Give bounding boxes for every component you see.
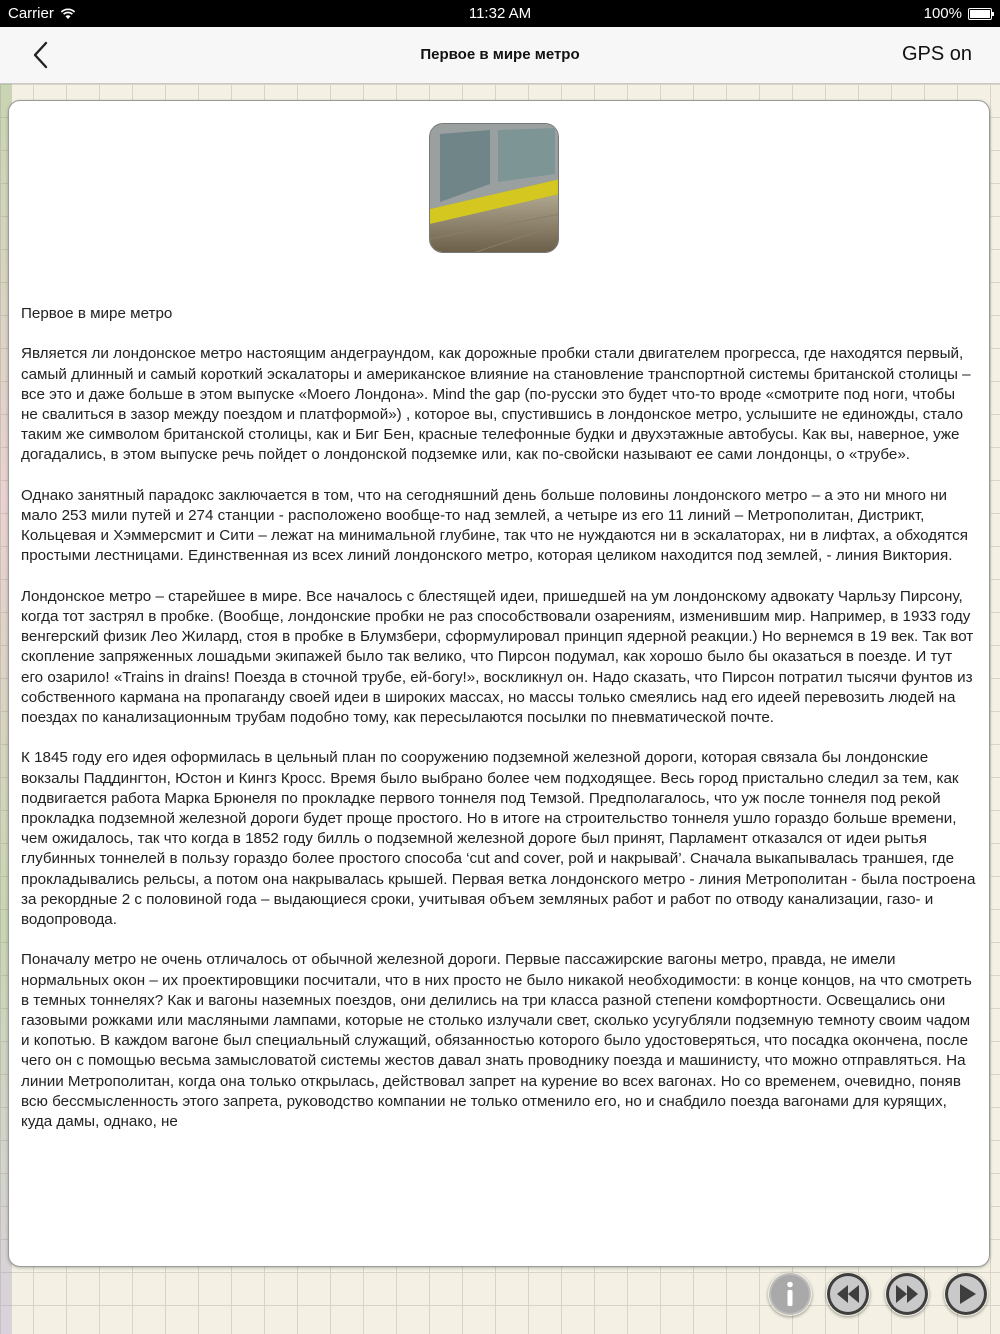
fast-forward-icon <box>885 1272 929 1316</box>
navigation-bar <box>0 27 1000 84</box>
battery-group <box>924 5 992 22</box>
article-paragraph: Является ли лондонское метро настоящим андеграундом, как дорожные пробки стали двигателем прогресса, где находятся первый, самый длинный и самый короткий эскалаторы и американское влияние на становление транспортной системы британской столицы – все это и даже больше в этом выпуске «Моего Лондона». Mind the gap (по-русски это будет что-то вроде «смотрите под ноги, чтобы не свалиться в зазор между поездом и платформой») , которое вы, спустившись в лондонское метро, услышите не единожды, стало таким же символом британской столицы, как и Биг Бен, красные телефонные будки и двухэтажные автобусы. Как вы, наверное, уже догадались, в этом выпуске речь пойдет о лондонской подземке или, как по-свойски называют ее сами лондонцы, о «трубе». <box>21 345 971 464</box>
status-bar <box>0 0 1000 27</box>
info-icon <box>768 1272 812 1316</box>
rewind-icon <box>826 1272 870 1316</box>
fast-forward-button[interactable] <box>885 1272 929 1316</box>
article-paragraph: Поначалу метро не очень отличалось от обычной железной дороги. Первые пассажирские вагоны метро, правда, не имели нормальных окон – их проектировщики посчитали, что в них просто не было никакой необходимости: в конце концов, на что смотреть в темных тоннелях? Как и вагоны наземных поездов, они делились на три класса разной степени комфортности. Освещались они газовыми рожками или масляными лампами, которые не столько излучали свет, сколько усугубляли подземную темноту своим чадом и копотью. В каждом вагоне был специальный служащий, обязанностью которого было удостоверяться, что посадка окончена, после чего он с помощью весьма замысловатой системы жестов давал знать проводнику поезда и машинисту, что можно отправляться. На линии Метрополитан, когда она только открылась, действовал запрет на курение во всех вагонах. Но со временем, очевидно, поняв всю бессмысленность этого запрета, руководство компании не только отменило его, но и снабдило поезда вагонами для курящих, куда дамы, однако, не <box>21 951 972 1131</box>
play-button[interactable] <box>944 1272 988 1316</box>
article-card <box>8 100 990 1267</box>
play-icon <box>944 1272 988 1316</box>
page-title: Первое в мире метро <box>420 46 580 63</box>
battery-icon <box>968 8 992 20</box>
article-title: Первое в мире метро <box>21 305 173 322</box>
battery-percent: 100% <box>923 5 962 22</box>
gps-toggle-button[interactable]: GPS on <box>901 43 972 65</box>
article-paragraph: Лондонское метро – старейшее в мире. Все началось с блестящей идеи, пришедшей на ум лондонскому адвокату Чарльзу Пирсону, когда тот застрял в пробке. (Вообще, лондонские пробки не раз способствовали озарениям, изменившим мир. Например, в 1933 году венгерский физик Лео Жилард, стоя в пробке в Блумзбери, сформулировал принцип ядерной реакции.) Но вернемся в 19 век. Так вот скопление запряженных лошадьми экипажей было так велико, что Пирсон подумал, как хорошо было бы оказаться в поезде. И тут его озарило! «Trains in drains! Поезда в сточной трубе, ей-богу!», воскликнул он. Надо сказать, что Пирсон потратил тысячи фунтов из собственного кармана на пропаганду своей идеи в широких массах, но массы только смеялись над его идеей перевозить людей на поездах по канализационным трубам подобно тому, как пересылаются посылки по пневматической почте. <box>21 587 974 727</box>
status-time: 11:32 AM <box>468 5 532 22</box>
subway-train-image <box>430 124 559 253</box>
rewind-button[interactable] <box>826 1272 870 1316</box>
carrier-label: Carrier <box>8 5 54 22</box>
info-button[interactable] <box>768 1272 812 1316</box>
article-paragraph: Однако занятный парадокс заключается в том, что на сегодняшний день больше половины лондонского метро – а это ни много ни мало 253 мили путей и 274 станции - расположено вообще-то над землей, а четыре из его 11 линий – Метрополитан, Дистрикт, Кольцевая и Хэммерсмит и Сити – лежат на минимальной глубине, так что не нуждаются ни в эскалаторах, ни в лифтах, а обходятся простыми лестницами. Единственная из всех линий лондонского метро, которая целиком находится под землей, - линия Виктория. <box>21 486 968 565</box>
article-body <box>21 304 976 1152</box>
article-paragraph: К 1845 году его идея оформилась в цельный план по сооружению подземной железной дороги, которая связала бы лондонские вокзалы Паддингтон, Юстон и Кингз Кросс. Время было выбрано более чем подходящее. Весь город пристально следил за тем, как подвигается работа Марка Брюнеля по прокладке первого тоннеля под Темзой. Предполагалось, что уж после тоннеля под рекой прокладка подземной железной дороги будет проще простого. Но в итоге на строительство тоннеля ушло гораздо больше времени, чем ожидалось, так что когда в 1852 году билль о подземной железной дороге был принят, Парламент отказался от идеи рытья глубинных тоннелей в пользу гораздо более простого способа ‘cut and cover, рой и накрывай’. Сначала выкапывалась траншея, где прокладывались рельсы, а потом она накрывалась крышей. Первая ветка лондонского метро - линия Метрополитан - была построена за рекордные 2 с половиной года – выдающиеся сроки, учитывая объем земляных работ и работ по отводу канализации, газо- и водопровода. <box>21 749 976 929</box>
article-thumbnail <box>429 123 559 253</box>
